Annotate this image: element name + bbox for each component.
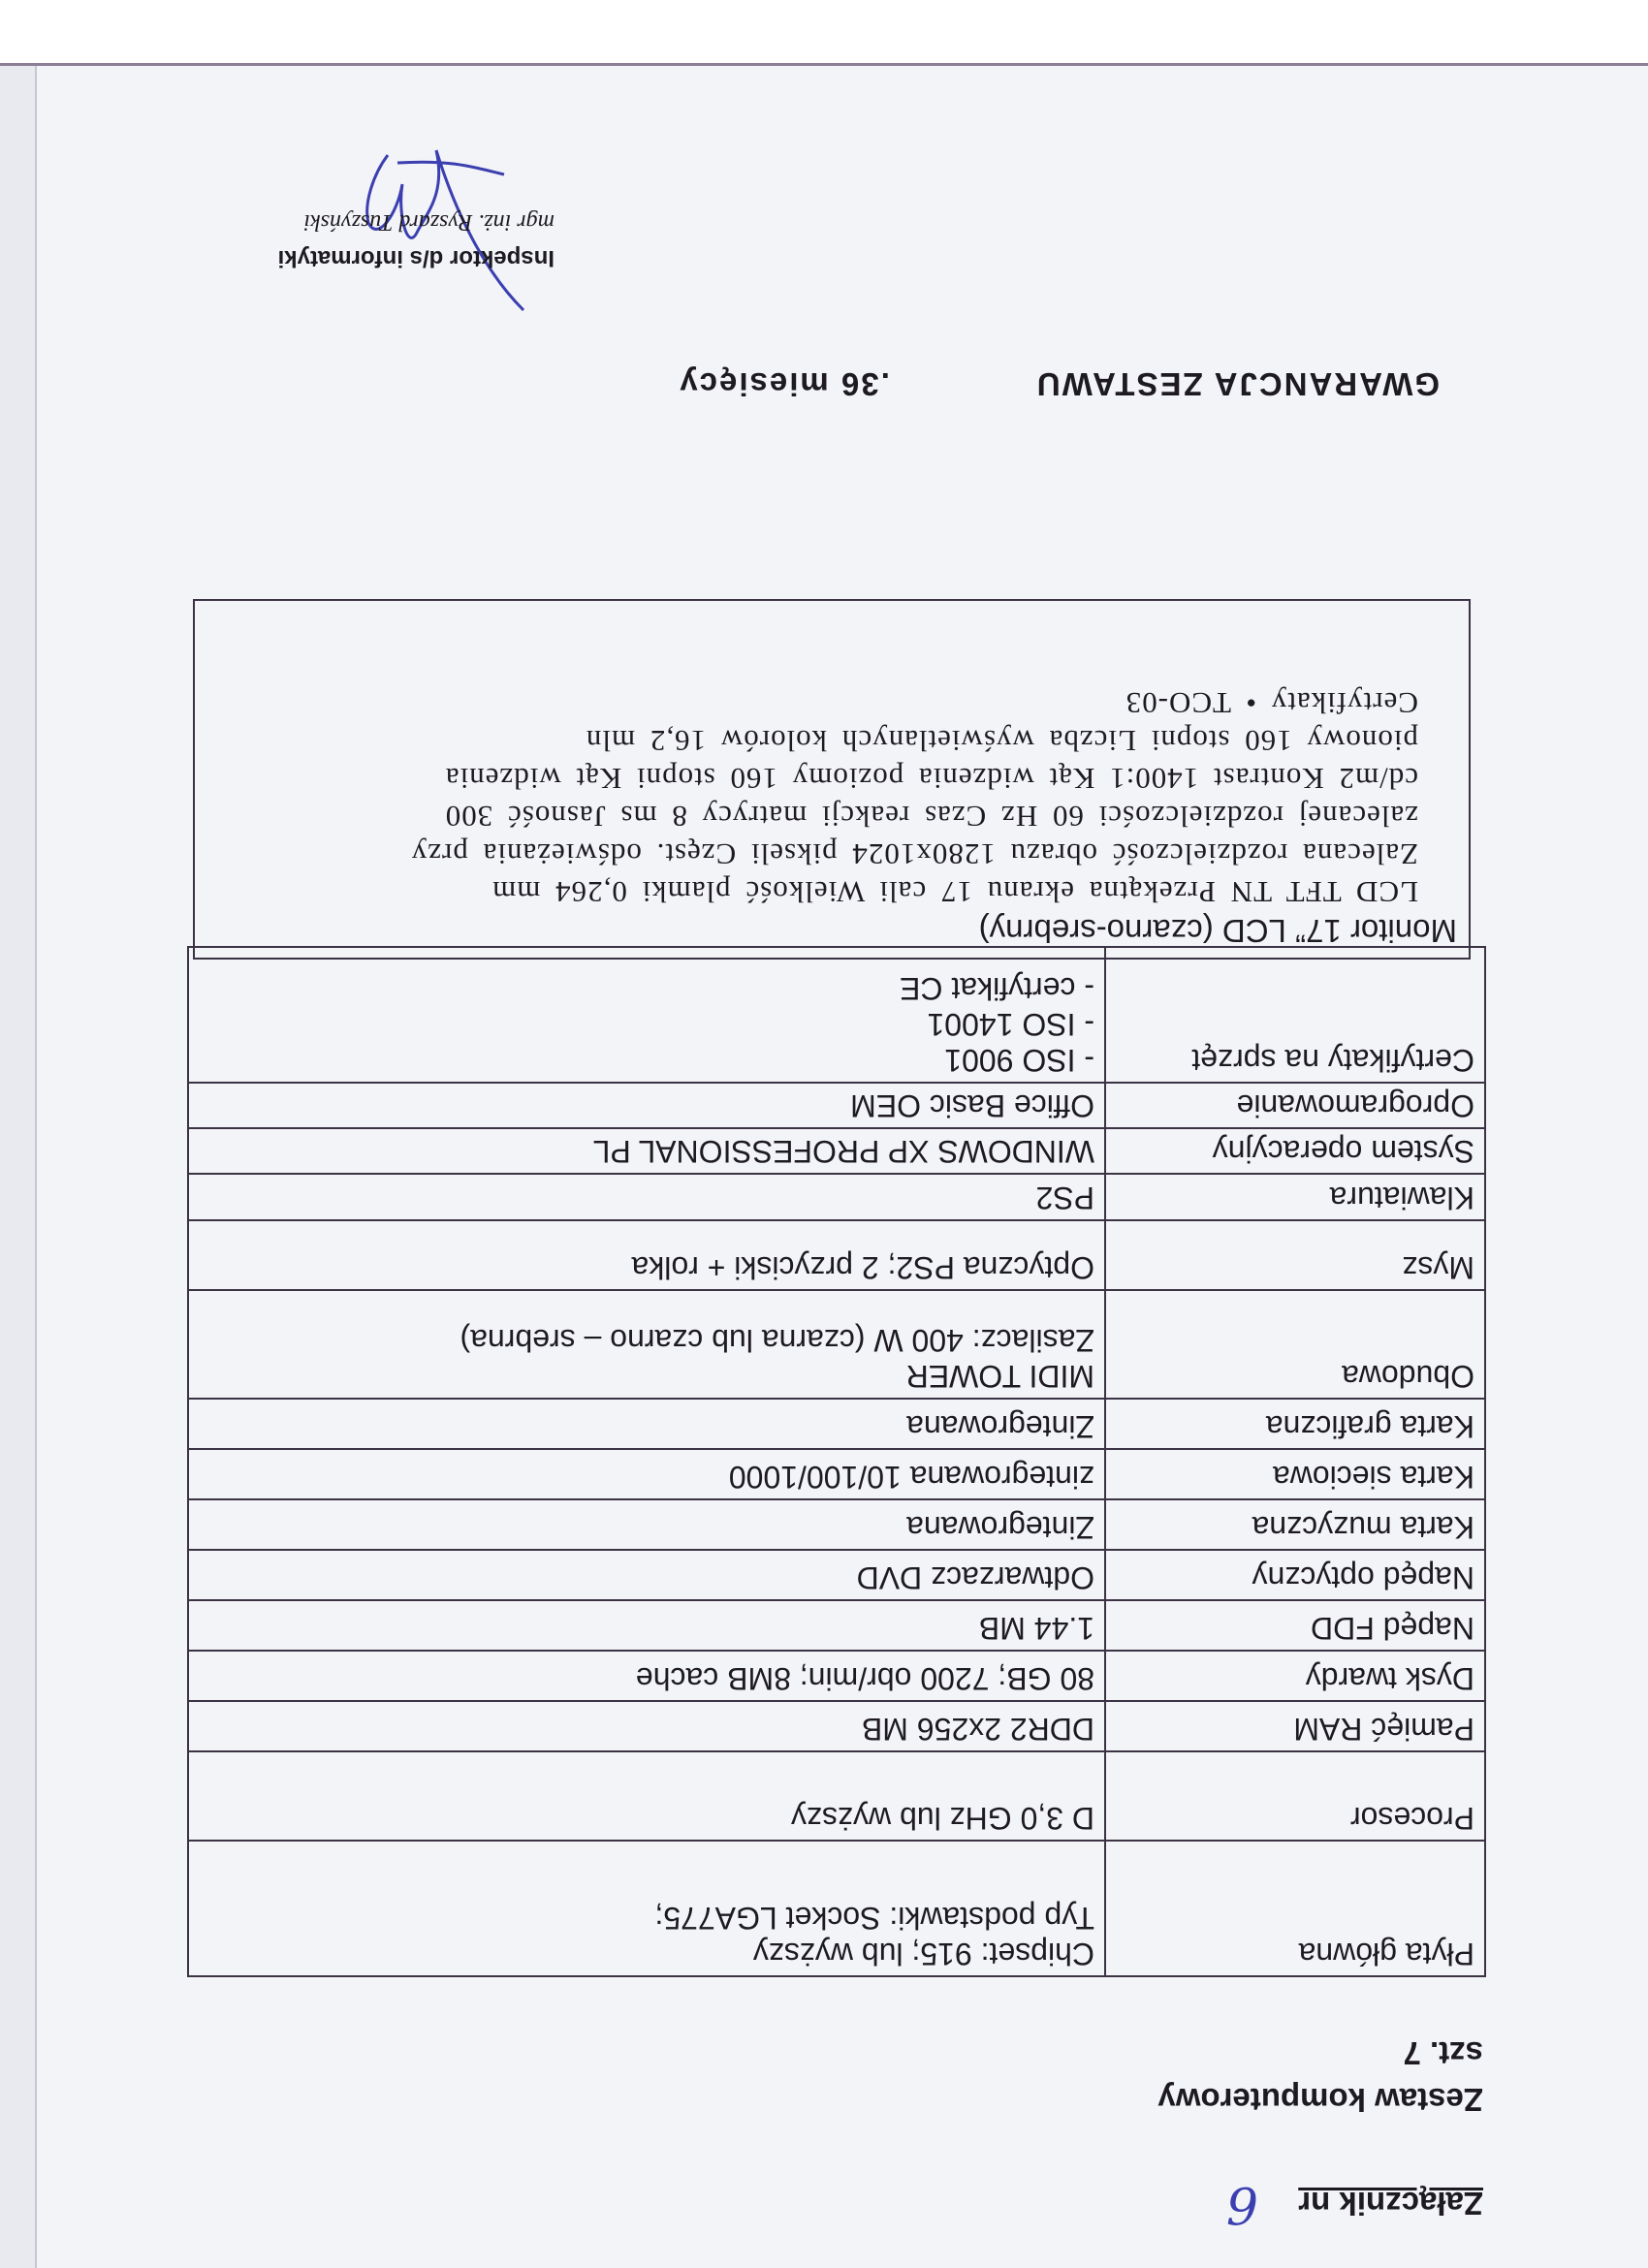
spec-key: Napęd FDD (1105, 1600, 1485, 1651)
set-quantity: szt. 7 (1403, 2035, 1483, 2071)
spec-value-line: Optyczna PS2; 2 przyciski + rolka (631, 1250, 1094, 1285)
table-row (188, 1128, 1485, 1174)
spec-value (188, 1600, 1105, 1651)
spec-value (188, 1290, 1105, 1399)
spec-key: Oprogramowanie (1105, 1083, 1485, 1128)
table-row (188, 947, 1485, 1083)
spec-value-line: Odtwarzacz DVD (856, 1560, 1094, 1595)
monitor-line: cd/m2 Kontrast 1400:1 Kąt widzenia poziomy 160 stopni Kąt widzenia (444, 762, 1418, 796)
table-row (188, 1083, 1485, 1128)
warranty-line (678, 365, 1440, 402)
spec-key: Klawiatura (1105, 1174, 1485, 1220)
spec-value-line: PS2 (1035, 1181, 1094, 1215)
monitor-line: Certyfikaty • TCO-03 (1125, 686, 1418, 720)
table-row (188, 1174, 1485, 1220)
spec-value (188, 1499, 1105, 1550)
monitor-heading: Monitor 17” LCD (czarno-srebrny) (978, 913, 1457, 949)
spec-key: Mysz (1105, 1220, 1485, 1290)
spec-value-line: Zintegrowana (906, 1409, 1094, 1444)
warranty-label: GWARANCJA ZESTAWU (1034, 366, 1440, 402)
spec-value (188, 1841, 1105, 1976)
spec-value (188, 1399, 1105, 1449)
spec-key: Płyta główna (1105, 1841, 1485, 1976)
table-row (188, 1701, 1485, 1751)
spec-value (188, 1083, 1105, 1128)
set-heading (1157, 2030, 1483, 2123)
spec-value-line: Typ podstawki: Socket LGA775; (654, 1901, 1094, 1936)
spec-value-line: D 3,0 GHz lub wyższy (791, 1801, 1094, 1836)
spec-value-line: - ISO 9001 (944, 1043, 1094, 1078)
monitor-spec-box (193, 599, 1471, 960)
spec-value-line: 80 GB; 7200 obr/min; 8MB cache (635, 1661, 1094, 1696)
spec-value (188, 1220, 1105, 1290)
spec-value-line: Zasilacz: 400 W (czarna lub czarno – srebrna) (460, 1323, 1094, 1358)
spec-key: Obudowa (1105, 1290, 1485, 1399)
spec-value-line: Zintegrowana (906, 1510, 1094, 1545)
warranty-value: .36 miesięcy (678, 366, 890, 402)
spec-key: Karta sieciowa (1105, 1449, 1485, 1499)
spec-value-line: - ISO 14001 (927, 1007, 1094, 1042)
table-row (188, 1651, 1485, 1701)
table-row (188, 1841, 1485, 1976)
signature-name: mgr inż. Ryszard Tuszyński (303, 209, 555, 235)
spec-value-line: DDR2 2x256 MB (861, 1712, 1094, 1747)
table-row (188, 1550, 1485, 1600)
table-row (188, 1290, 1485, 1399)
spec-value-line: - certyfikat CE (900, 971, 1094, 1006)
spec-value-line: Chipset: 915; lub wyższy (752, 1937, 1094, 1971)
scanner-edge (0, 0, 1648, 66)
spec-value (188, 1701, 1105, 1751)
spec-key: Pamięć RAM (1105, 1701, 1485, 1751)
monitor-line: LCD TFT TN Przekątna ekranu 17 cali Wielkość plamki 0,264 mm (491, 875, 1418, 909)
set-name: Zestaw komputerowy (1157, 2082, 1483, 2118)
spec-value-line: 1.44 MB (978, 1611, 1094, 1646)
spec-value (188, 947, 1105, 1083)
handwritten-attachment-number: 6 (1225, 2175, 1258, 2233)
table-row (188, 1220, 1485, 1290)
spec-value-line: WINDOWS XP PROFESSIONAL PL (592, 1134, 1094, 1169)
spec-value (188, 1449, 1105, 1499)
table-row (188, 1399, 1485, 1449)
spec-value (188, 1174, 1105, 1220)
table-row (188, 1449, 1485, 1499)
attachment-title: Załącznik nr (1298, 2186, 1483, 2221)
table-row (188, 1751, 1485, 1841)
monitor-line: pionowy 160 stopni Liczba wyświetlanych kolorów 16,2 mln (585, 724, 1418, 758)
table-row (188, 1600, 1485, 1651)
spec-table (187, 946, 1486, 1977)
spec-key: Dysk twardy (1105, 1651, 1485, 1701)
table-row (188, 1499, 1485, 1550)
signature-role: Inspektor d/s informatyki (277, 245, 555, 271)
spec-value (188, 1751, 1105, 1841)
monitor-line: Zalecana rozdzielczość obrazu 1280x1024 pikseli Częst. odświeżania przy (410, 837, 1418, 871)
spec-value-line: Office Basic OEM (850, 1088, 1094, 1123)
spec-key: Procesor (1105, 1751, 1485, 1841)
spec-value-line: zintegrowana 10/100/1000 (728, 1460, 1094, 1495)
spec-value-line: MIDI TOWER (905, 1359, 1094, 1394)
spec-key: Karta muzyczna (1105, 1499, 1485, 1550)
spec-key: System operacyjny (1105, 1128, 1485, 1174)
spec-key: Napęd optyczny (1105, 1550, 1485, 1600)
spec-value (188, 1550, 1105, 1600)
spec-key: Certyfikaty na sprzęt (1105, 947, 1485, 1083)
spec-value (188, 1128, 1105, 1174)
scanner-edge (0, 66, 37, 2268)
monitor-line: zalecanej rozdzielczości 60 Hz Czas reakcji matrycy 8 ms Jasność 300 (444, 800, 1418, 834)
spec-value (188, 1651, 1105, 1701)
spec-key: Karta graficzna (1105, 1399, 1485, 1449)
